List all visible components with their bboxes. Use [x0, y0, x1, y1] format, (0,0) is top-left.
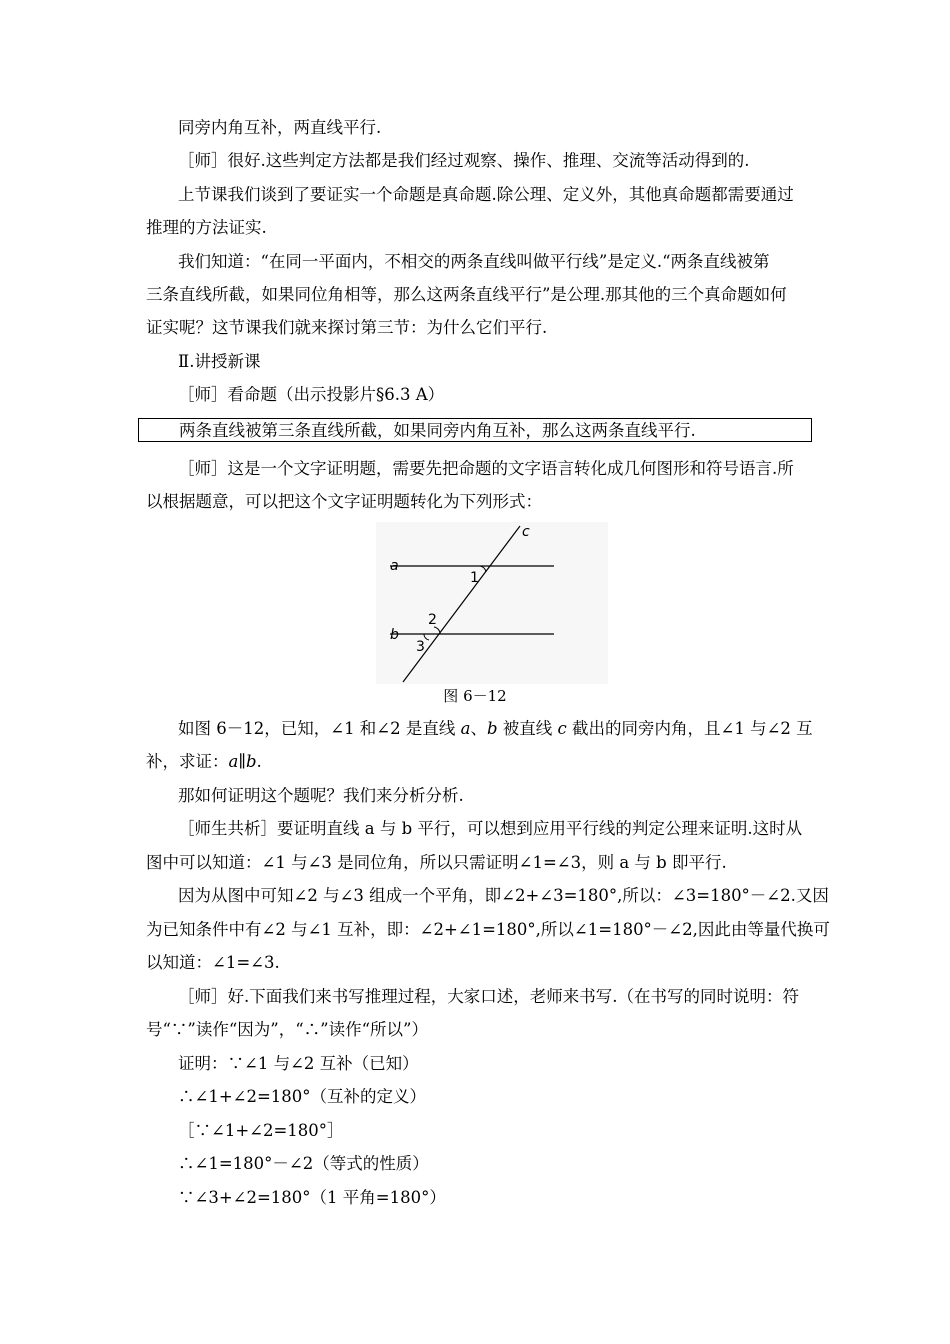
text-line: 上节课我们谈到了要证实一个命题是真命题.除公理、定义外，其他真命题都需要通过	[178, 185, 794, 204]
problem-sep: 、	[470, 719, 487, 738]
boxed-statement-text: 两条直线被第三条直线所截，如果同旁内角互补，那么这两条直线平行.	[179, 421, 696, 440]
text-line: ［师］好.下面我们来书写推理过程，大家口述，老师来书写.（在书写的同时说明：符	[178, 987, 799, 1006]
problem-line-1	[178, 718, 812, 740]
figure-caption: 图 6－12	[443, 687, 507, 705]
text-line: 证实呢？这节课我们就来探讨第三节：为什么它们平行.	[146, 318, 548, 337]
proof-line: ［∵∠1+∠2=180°］	[178, 1121, 344, 1140]
var-a: a	[460, 719, 471, 738]
text-line: 以根据题意，可以把这个文字证明题转化为下列形式：	[146, 492, 542, 511]
label-1: 1	[470, 570, 479, 586]
figure-svg	[376, 522, 608, 684]
problem-text: 被直线	[502, 719, 553, 738]
text-line: 三条直线所截，如果同位角相等，那么这两条直线平行”是公理.那其他的三个真命题如何	[146, 285, 787, 304]
var-b: b	[486, 719, 498, 738]
proof-line: ∴∠1+∠2=180°（互补的定义）	[178, 1087, 427, 1106]
text-line: 因为从图中可知∠2 与∠3 组成一个平角，即∠2+∠3=180°,所以：∠3=180°－∠2.又因	[178, 886, 829, 905]
text-line: ［师］这是一个文字证明题，需要先把命题的文字语言转化成几何图形和符号语言.所	[178, 459, 794, 478]
problem-line-2	[146, 751, 812, 773]
label-2: 2	[428, 612, 437, 628]
angle-1-arc	[480, 566, 486, 572]
label-b: b	[390, 627, 399, 643]
text-line: ［师］看命题（出示投影片§6.3 A）	[178, 385, 445, 404]
proof-line: 证明：∵∠1 与∠2 互补（已知）	[178, 1054, 419, 1073]
text-line: 我们知道：“在同一平面内，不相交的两条直线叫做平行线”是定义.“两条直线被第	[178, 252, 770, 271]
problem-goal: a∥b	[228, 752, 257, 771]
label-c: c	[522, 524, 530, 540]
line-c	[403, 526, 520, 682]
section-heading: Ⅱ.讲授新课	[178, 352, 261, 371]
proof-line: ∴∠1=180°－∠2（等式的性质）	[178, 1154, 429, 1173]
problem-text: 补，求证：	[146, 752, 229, 771]
problem-text: .	[256, 752, 262, 771]
proof-line: ∵∠3+∠2=180°（1 平角=180°）	[178, 1188, 446, 1207]
problem-text: 如图 6－12，已知，∠1 和∠2 是直线	[178, 719, 456, 738]
text-line: 号“∵”读作“因为”，“∴”读作“所以”）	[146, 1020, 428, 1039]
text-line: 推理的方法证实.	[146, 218, 267, 237]
label-3: 3	[416, 639, 425, 655]
geometry-figure	[376, 522, 608, 684]
text-line: 为已知条件中有∠2 与∠1 互补，即：∠2+∠1=180°,所以∠1=180°－∠2,因此由等量代换可	[146, 920, 830, 939]
text-line: 以知道：∠1=∠3.	[146, 953, 280, 972]
text-line: 同旁内角互补，两直线平行.	[178, 118, 382, 137]
text-line: 图中可以知道：∠1 与∠3 是同位角，所以只需证明∠1=∠3，则 a 与 b 即平行.	[146, 853, 727, 872]
boxed-statement	[138, 418, 812, 442]
text-line: 那如何证明这个题呢？我们来分析分析.	[178, 786, 464, 805]
problem-text: 截出的同旁内角，且∠1 与∠2 互	[572, 719, 813, 738]
text-line: ［师］很好.这些判定方法都是我们经过观察、操作、推理、交流等活动得到的.	[178, 151, 750, 170]
var-c: c	[557, 719, 567, 738]
text-line: ［师生共析］要证明直线 a 与 b 平行，可以想到应用平行线的判定公理来证明.这时从	[178, 819, 803, 838]
label-a: a	[390, 558, 399, 574]
